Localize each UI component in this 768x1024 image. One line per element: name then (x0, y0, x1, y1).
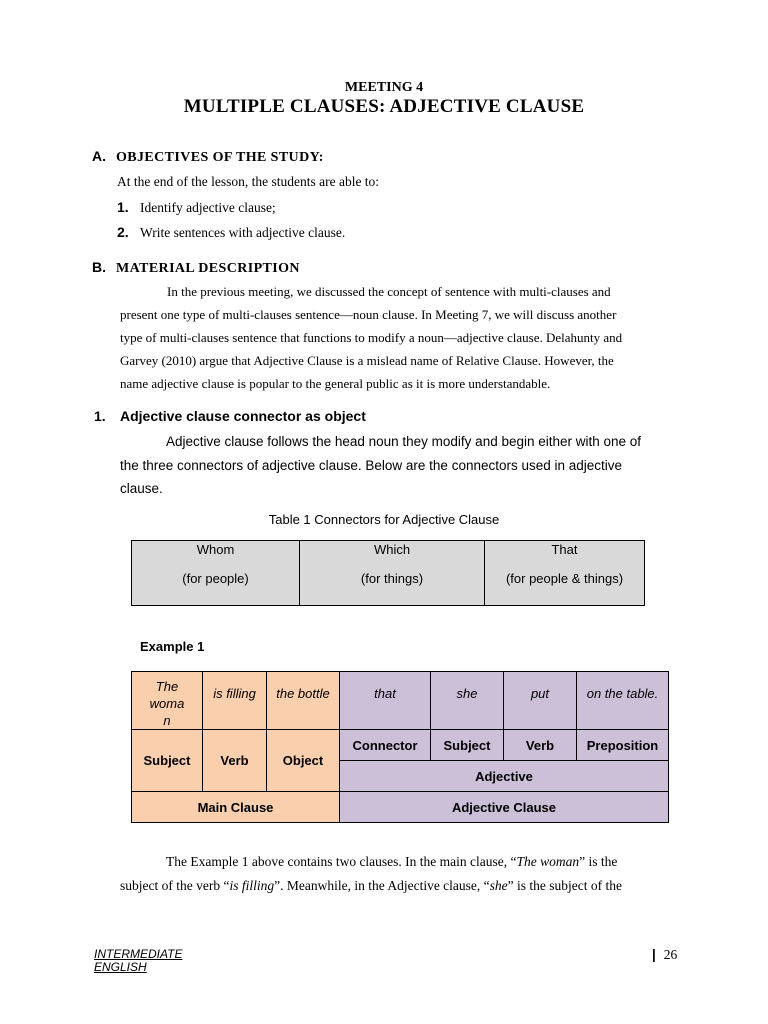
italic-run: she (489, 878, 508, 893)
paragraph-line: Garvey (2010) argue that Adjective Clause is a mislead name of Relative Clause. However, the (120, 353, 614, 368)
paragraph-line: the three connectors of adjective clause. Below are the connectors used in adjective (120, 457, 623, 473)
main-clause-cell: Main Clause (132, 792, 340, 823)
text-run: ” is the subject of the (507, 878, 622, 893)
footer-course-line2: ENGLISH (94, 960, 147, 974)
example-role-cell: Object (267, 730, 340, 792)
section-b-heading (92, 259, 300, 277)
italic-run: is filling (229, 878, 275, 893)
adjective-label-cell: Adjective (340, 761, 669, 792)
objective-item-1 (117, 199, 276, 216)
example-role-cell: Verb (504, 730, 577, 761)
paragraph-line (120, 850, 622, 874)
example-explanation-paragraph (120, 850, 622, 898)
example-word-cell: is filling (203, 672, 267, 730)
example-word-cell: she (431, 672, 504, 730)
example-word-cell: the bottle (267, 672, 340, 730)
paragraph-line: In the previous meeting, we discussed the concept of sentence with multi-clauses and (167, 284, 611, 299)
footer-course-name (94, 947, 183, 974)
section-a-title: OBJECTIVES OF THE STUDY: (116, 150, 324, 165)
paragraph-line: present one type of multi-clauses sentence—noun clause. In Meeting 7, we will discuss another (120, 307, 617, 322)
example-1-label: Example 1 (140, 639, 205, 654)
example-role-cell: Connector (340, 730, 431, 761)
footer-separator: | (652, 947, 656, 962)
example-role-cell: Subject (132, 730, 203, 792)
example-word-cell: on the table. (577, 672, 669, 730)
example-1-table (131, 671, 669, 823)
section-a-marker: A. (92, 148, 106, 164)
text-run: ”. Meanwhile, in the Adjective clause, “ (274, 878, 490, 893)
material-description-paragraph (120, 280, 622, 395)
example-role-cell: Preposition (577, 730, 669, 761)
objective-item-2-num: 2. (117, 224, 129, 240)
text-run: ” is the (579, 854, 618, 869)
objective-item-2 (117, 224, 345, 241)
paragraph-line: name adjective clause is popular to the general public as it is more understandable. (120, 376, 551, 391)
connector-cell-which (300, 541, 485, 606)
objective-item-1-num: 1. (117, 199, 129, 215)
connector-note: (for things) (360, 571, 424, 586)
section-b-title: MATERIAL DESCRIPTION (116, 261, 300, 276)
adjective-clause-cell: Adjective Clause (340, 792, 669, 823)
section-a-heading (92, 148, 324, 166)
section-b-marker: B. (92, 259, 106, 275)
example-word-cell: The woma n (132, 672, 203, 730)
example-role-cell: Verb (203, 730, 267, 792)
connector-cell-whom (132, 541, 300, 606)
page-number: 26 (663, 947, 678, 962)
connectors-table (131, 540, 645, 606)
text-run: The Example 1 above contains two clauses. In the main clause, “ (166, 854, 517, 869)
example-word-cell: that (340, 672, 431, 730)
objective-item-1-text: Identify adjective clause; (140, 200, 276, 215)
connector-word: That (551, 542, 578, 557)
italic-run: The woman (516, 854, 580, 869)
paragraph-line: type of multi-clauses sentence that functions to modify a noun—adjective clause. Delahunty and (120, 330, 623, 345)
subsection-1-paragraph (120, 430, 641, 501)
subsection-1-heading (94, 408, 366, 424)
subsection-1-title: Adjective clause connector as object (120, 408, 366, 424)
example-role-cell: Subject (431, 730, 504, 761)
connector-cell-that (485, 541, 645, 606)
connector-note: (for people & things) (505, 571, 624, 586)
table-1-caption: Table 1 Connectors for Adjective Clause (268, 512, 500, 527)
meeting-label: MEETING 4 (344, 80, 424, 95)
page-title: MULTIPLE CLAUSES: ADJECTIVE CLAUSE (183, 96, 585, 117)
subsection-1-num: 1. (94, 408, 106, 424)
footer-course-line1: INTERMEDIATE (94, 947, 183, 961)
connector-word: Which (373, 542, 411, 557)
text-run: subject of the verb “ (120, 878, 230, 893)
paragraph-line: Adjective clause follows the head noun they modify and begin either with one of (166, 434, 642, 449)
paragraph-line (120, 874, 622, 898)
paragraph-line: clause. (120, 481, 163, 496)
objectives-intro: At the end of the lesson, the students are able to: (117, 174, 380, 189)
footer-page (652, 947, 677, 963)
connector-word: Whom (196, 542, 235, 557)
example-word-cell: put (504, 672, 577, 730)
connector-note: (for people) (182, 571, 249, 586)
objective-item-2-text: Write sentences with adjective clause. (140, 225, 346, 240)
